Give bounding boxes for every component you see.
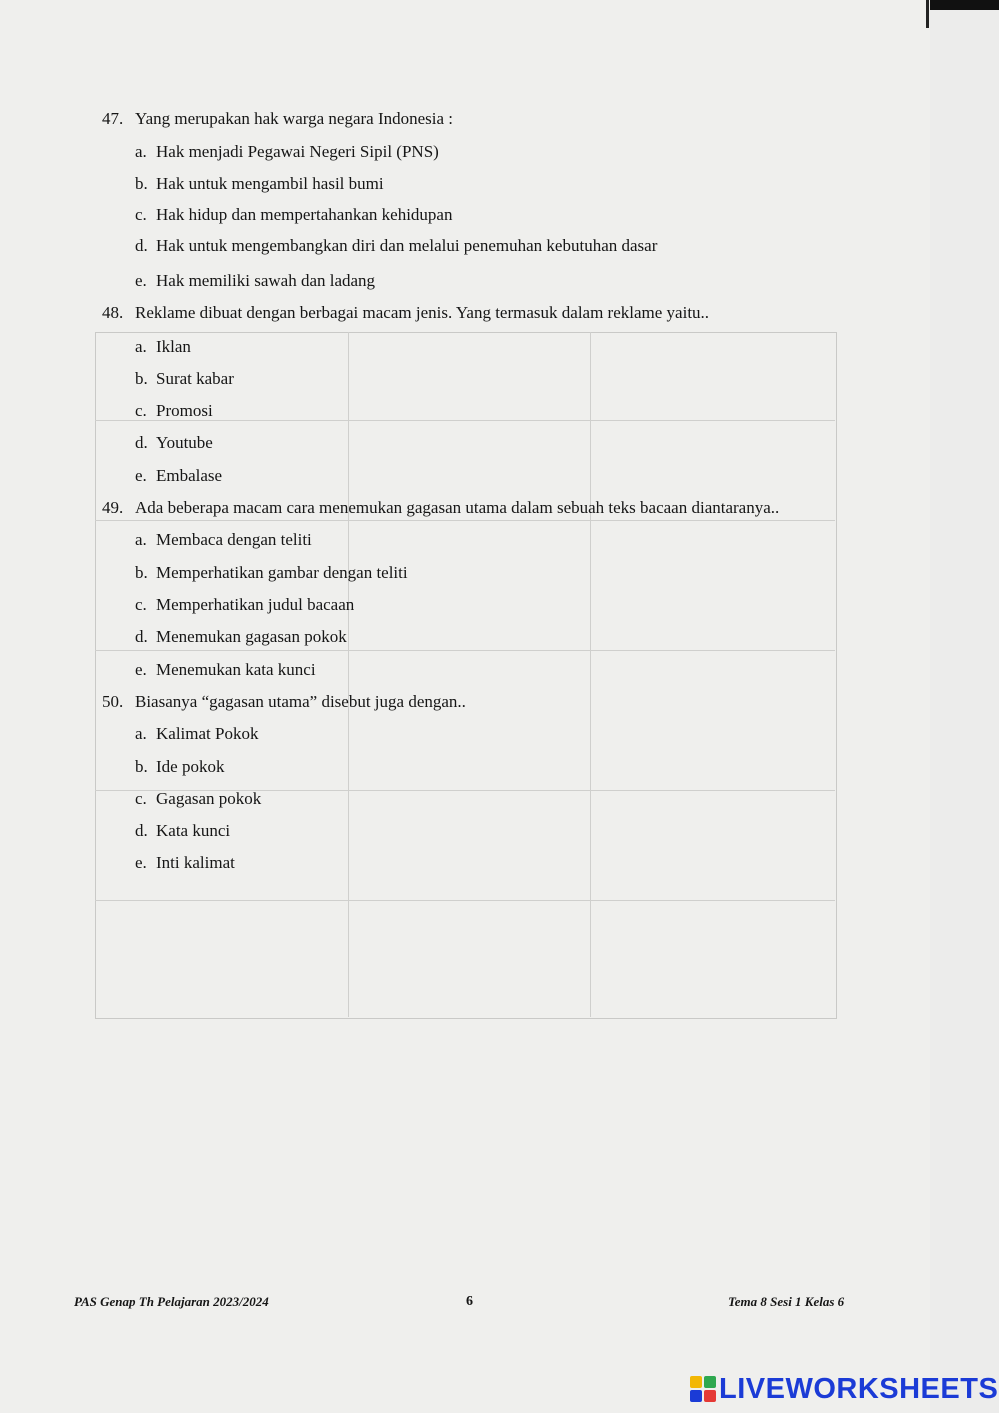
question-47 [102,109,453,129]
option-49-b[interactable] [135,563,408,583]
page-number: 6 [466,1294,473,1309]
option-text: Memperhatikan gambar dengan teliti [156,563,408,582]
option-47-c[interactable] [135,205,452,225]
question-text: Biasanya “gagasan utama” disebut juga dengan.. [135,692,466,711]
option-text: Surat kabar [156,369,234,388]
option-letter: e. [135,660,147,679]
option-49-e[interactable] [135,660,316,680]
option-48-e[interactable] [135,466,222,486]
page-margin [930,0,999,1413]
option-text: Ide pokok [156,757,225,776]
ghost-divider [348,332,349,1017]
option-letter: b. [135,757,148,776]
question-number: 48. [102,303,124,322]
option-48-a[interactable] [135,337,191,357]
option-text: Menemukan kata kunci [156,660,316,679]
question-text: Yang merupakan hak warga negara Indonesia : [135,109,454,128]
option-text: Membaca dengan teliti [156,530,312,549]
option-text: Gagasan pokok [156,789,262,808]
liveworksheets-icon [690,1376,716,1402]
option-50-e[interactable] [135,853,235,873]
question-number: 49. [102,498,124,517]
option-text: Promosi [156,401,213,420]
option-letter: b. [135,563,148,582]
option-letter: a. [135,724,147,743]
option-text: Menemukan gagasan pokok [156,627,347,646]
ghost-divider [590,332,591,1017]
option-48-b[interactable] [135,369,234,389]
option-letter: a. [135,530,147,549]
ghost-divider [95,520,835,521]
option-text: Memperhatikan judul bacaan [156,595,355,614]
option-letter: e. [135,271,147,290]
question-50 [102,692,466,712]
option-50-a[interactable] [135,724,258,744]
option-text: Youtube [156,433,213,452]
option-letter: e. [135,853,147,872]
option-50-d[interactable] [135,821,230,841]
ghost-divider [95,900,835,901]
option-letter: c. [135,789,147,808]
option-47-d[interactable] [135,236,657,256]
option-48-d[interactable] [135,433,213,453]
question-49 [102,498,779,518]
option-letter: e. [135,466,147,485]
scan-edge [930,0,999,10]
option-47-e[interactable] [135,271,375,291]
option-letter: b. [135,369,148,388]
option-text: Hak untuk mengambil hasil bumi [156,174,384,193]
footer-exam-title: PAS Genap Th Pelajaran 2023/2024 [74,1294,269,1309]
option-text: Hak untuk mengembangkan diri dan melalui penemuhan kebutuhan dasar [156,236,658,255]
option-50-b[interactable] [135,757,224,777]
option-text: Inti kalimat [156,853,235,872]
option-text: Iklan [156,337,191,356]
option-letter: c. [135,595,147,614]
option-letter: a. [135,337,147,356]
option-49-a[interactable] [135,530,312,550]
option-letter: c. [135,401,147,420]
question-text: Ada beberapa macam cara menemukan gagasan utama dalam sebuah teks bacaan diantaranya.. [135,498,780,517]
question-text: Reklame dibuat dengan berbagai macam jenis. Yang termasuk dalam reklame yaitu.. [135,303,710,322]
brand-name: LIVEWORKSHEETS [719,1372,999,1405]
option-letter: b. [135,174,148,193]
option-48-c[interactable] [135,401,213,421]
option-47-a[interactable] [135,142,439,162]
question-48 [102,303,709,323]
option-47-b[interactable] [135,174,384,194]
option-text: Hak menjadi Pegawai Negeri Sipil (PNS) [156,142,439,161]
option-text: Hak memiliki sawah dan ladang [156,271,376,290]
option-text: Hak hidup dan mempertahankan kehidupan [156,205,453,224]
question-number: 47. [102,109,124,128]
question-number: 50. [102,692,124,711]
option-50-c[interactable] [135,789,261,809]
option-49-c[interactable] [135,595,354,615]
ghost-divider [95,650,835,651]
option-text: Kata kunci [156,821,231,840]
option-letter: d. [135,433,148,452]
option-letter: d. [135,236,148,255]
footer-class-info: Tema 8 Sesi 1 Kelas 6 [728,1294,845,1309]
option-letter: c. [135,205,147,224]
option-letter: d. [135,627,148,646]
option-49-d[interactable] [135,627,347,647]
option-letter: d. [135,821,148,840]
option-text: Embalase [156,466,223,485]
option-text: Kalimat Pokok [156,724,259,743]
liveworksheets-logo[interactable] [690,1372,998,1406]
option-letter: a. [135,142,147,161]
scan-mark [926,0,929,28]
